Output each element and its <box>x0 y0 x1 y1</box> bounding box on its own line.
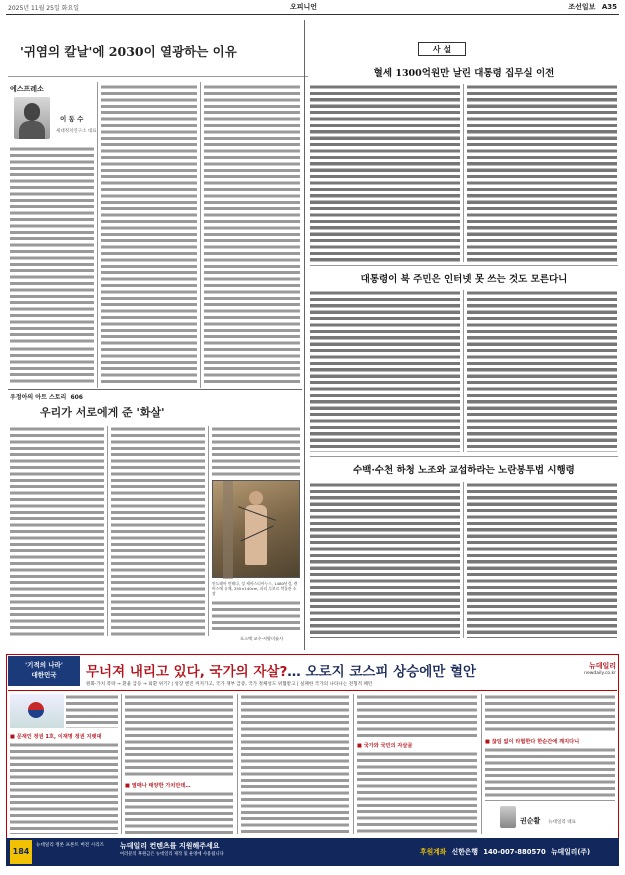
ad-signature <box>520 808 576 827</box>
ad-subtitle: 원화·가치 폭락 → 환율 급등 → 외환 위기? | 성장 엔진 꺼져가고, 국가 재부 급증, 국가 정체성도 위협받고 | 실패한 국가의 나타나는 전형적 패턴 <box>86 682 373 687</box>
column1-body-d <box>204 84 300 386</box>
column1-author-title: 세대정치연구소 대표 <box>56 129 97 134</box>
editorial1-body-a <box>310 84 460 262</box>
masthead-paper: 조선일보 <box>568 3 596 11</box>
ad-col1-body <box>10 742 118 834</box>
masthead <box>0 0 625 14</box>
column2-label-number: 606 <box>70 394 83 401</box>
ad-brand-name: 뉴데일리 <box>588 662 616 670</box>
editorial-headline-2: 대통령이 북 주민은 인터넷 못 쓰는 것도 모른다니 <box>360 274 568 285</box>
column1-label: 에스프레소 <box>10 85 44 93</box>
ad-footer-account-label: 후원계좌 <box>420 848 447 856</box>
ad-signature-photo <box>500 806 516 828</box>
editorial3-body-a <box>310 482 460 638</box>
ad-footer-account <box>420 846 590 856</box>
ad-brand-site[interactable]: newdaily.co.kr <box>584 671 616 676</box>
painting-caption: 안드레아 만테냐, 성 세바스티아누스, 1480년경, 캔버스에 유채, 255×140cm, 파리 루브르 박물관 소장 <box>212 581 298 596</box>
ad-title-part1: 무너져 내리고 있다, 국가의 자살? <box>86 664 288 680</box>
editorial-headline-3: 수백·수천 하청 노조와 교섭하라는 노란봉투법 시행령 <box>353 465 575 476</box>
column2-label <box>10 392 83 401</box>
ad-tag-line2: 대한민국 <box>31 671 57 679</box>
column2-label-text: 우정아의 아트 스토리 <box>10 394 67 401</box>
ad-col4-body-b <box>357 751 477 834</box>
editorial1-body-b <box>467 84 617 262</box>
ad-footer-number-badge <box>10 840 32 864</box>
ad-section-3: ■ 열매나 태양한 가치만데… <box>125 783 191 789</box>
masthead-page-number: A35 <box>601 3 617 11</box>
ad-title-part2: … 오로지 코스피 상승에만 혈안 <box>287 664 477 680</box>
ad-footer-holder: 뉴데일리(주) <box>551 848 591 856</box>
ad-footer-account-number: 140-007-880570 <box>483 848 546 856</box>
ad-signature-title: 뉴데일리 대표 <box>548 820 576 825</box>
masthead-section: 오피니언 <box>290 3 318 11</box>
masthead-date: 2025년 11월 25일 화요일 <box>8 5 80 12</box>
masthead-page <box>568 2 617 12</box>
column1-body-c <box>101 84 197 386</box>
column1-body-b <box>10 346 94 386</box>
ad-col3-body <box>241 694 349 834</box>
ad-col2-body-a <box>125 694 233 778</box>
column1-author: 이 동 수 <box>60 115 84 123</box>
editorial2-body-a <box>310 290 460 452</box>
editorial-headline-1: 혈세 1300억원만 날린 대통령 집무실 이전 <box>373 68 555 79</box>
column2-body-b <box>111 426 205 636</box>
column2-title: 우리가 서로에게 준 '화살' <box>40 406 165 419</box>
column2-body-a <box>10 426 104 636</box>
editorial3-body-b <box>467 482 617 638</box>
ad-section-1: ■ 문재인 정권 1호, 이재명 정권 지렛대 <box>10 734 102 740</box>
ad-section-2: ■ 국가와 국민의 자살골 <box>357 743 413 749</box>
ad-footer-number: 184 <box>12 847 30 856</box>
ad-section-4: ■ 끊임 없이 타협한다 한순간에 깨지다니 <box>485 739 580 745</box>
ad-tag-line1: '기적의 나라' <box>25 661 63 669</box>
ad-tag <box>8 656 80 686</box>
column2-credit: 포스텍 교수·서양미술사 <box>240 636 284 641</box>
ad-col4-body-a <box>357 694 477 738</box>
column2-body-c <box>212 426 300 476</box>
ad-footer-mid1: 뉴데일리 컨텐츠를 지원해주세요 <box>120 842 220 850</box>
painting-image <box>212 480 300 578</box>
ad-footer-left: 뉴데일리 정론 프론트 버전 시리즈 <box>36 843 104 848</box>
column1-title: '귀염의 칼날'에 2030이 열광하는 이유 <box>20 44 237 59</box>
top-rule <box>6 14 619 15</box>
ad-footer-mid <box>120 841 224 857</box>
column2-body-d <box>212 600 300 630</box>
ad-signature-name: 권순활 <box>520 817 541 825</box>
ad-body-intro <box>66 694 118 728</box>
ad-title <box>86 660 476 680</box>
editorial2-body-b <box>467 290 617 452</box>
ad-col5-body-a <box>485 694 615 734</box>
ad-footer-mid2: 여러분의 후원금은 뉴데일리 제작 및 운영에 사용됩니다 <box>120 852 224 857</box>
ad-brand <box>560 661 616 676</box>
column1-author-photo <box>14 97 50 139</box>
ad-flag-image <box>10 694 64 728</box>
column1-body-a <box>10 146 94 346</box>
editorial-badge-text: 사 설 <box>432 44 452 54</box>
ad-col2-body-b <box>125 791 233 834</box>
ad-col5-body-b <box>485 747 615 801</box>
editorial-badge <box>418 42 466 56</box>
ad-footer-bank: 신한은행 <box>451 848 478 856</box>
